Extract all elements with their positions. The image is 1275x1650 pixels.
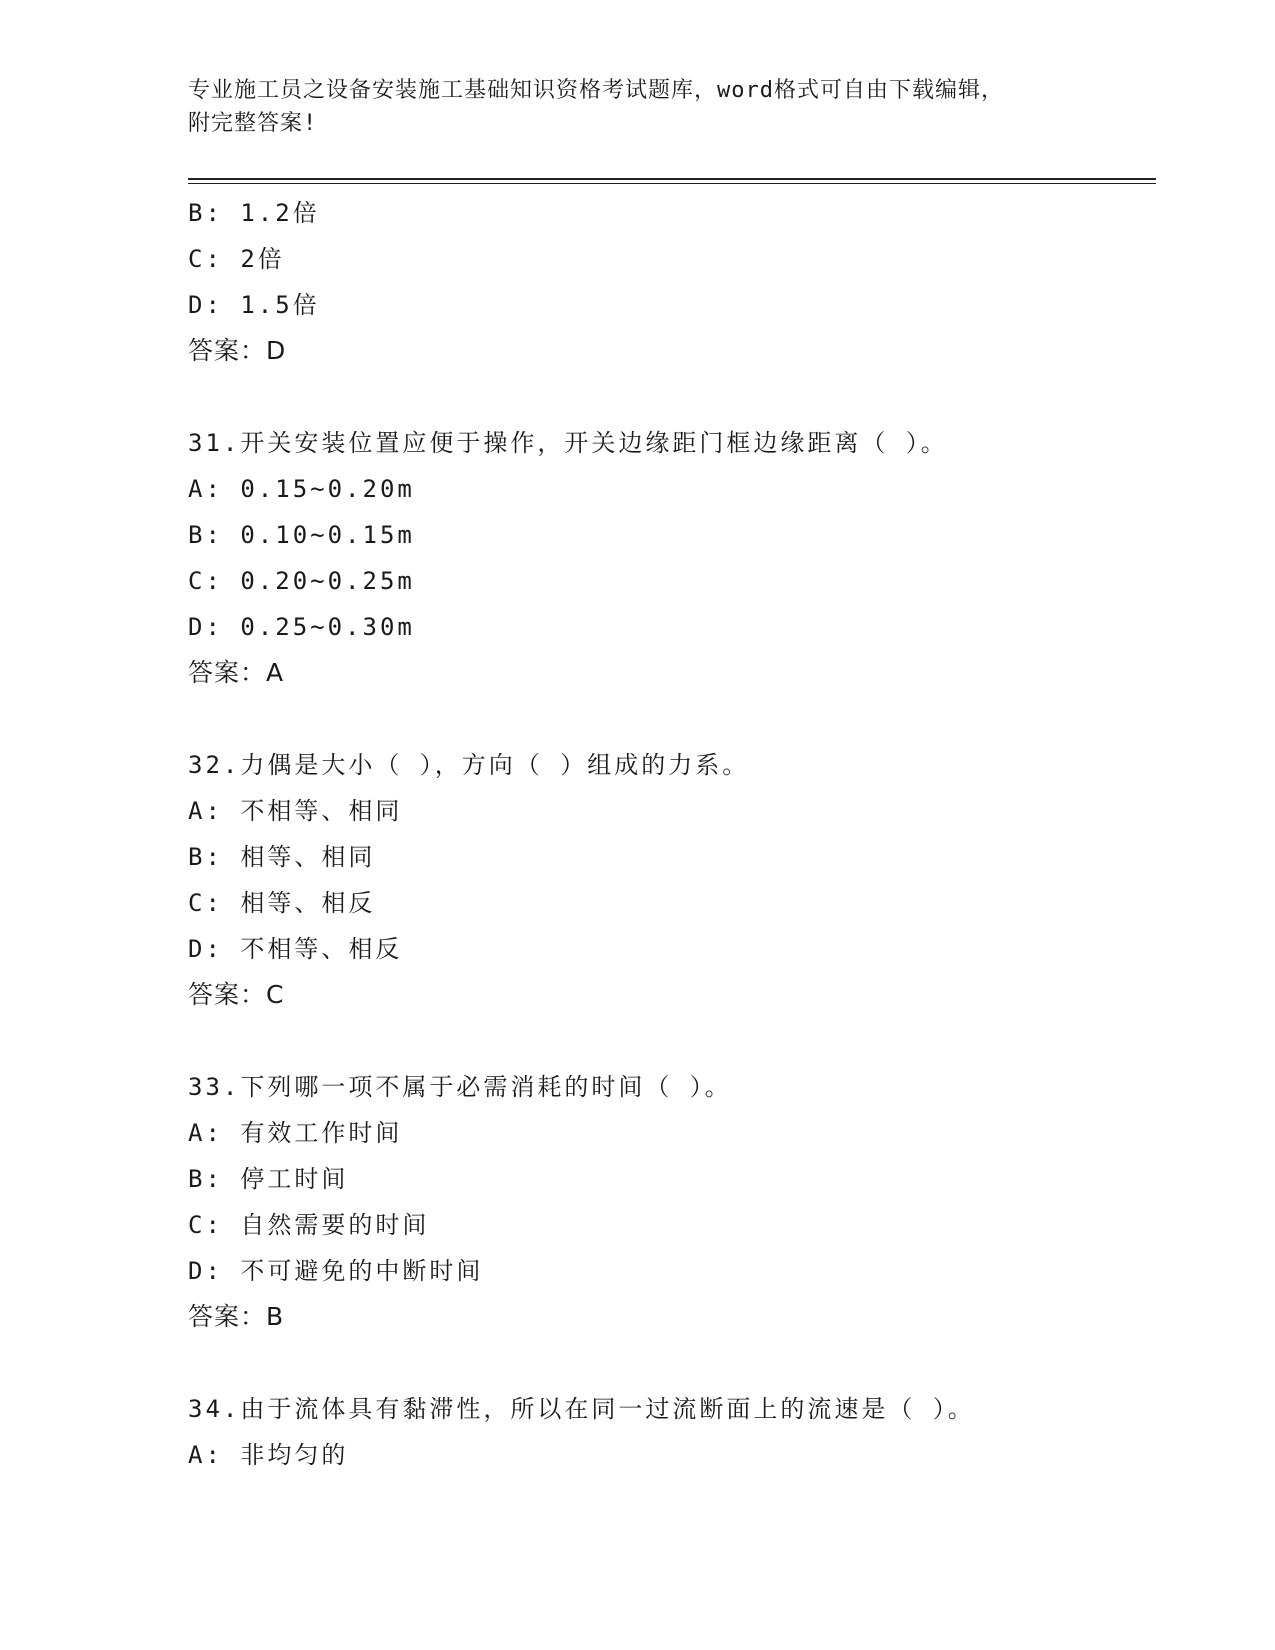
question-block-34 — [188, 1386, 1156, 1478]
option-d: D: 不相等、相反 — [188, 935, 403, 963]
option-c: C: 相等、相反 — [188, 889, 376, 917]
answer-line: 答案：C — [188, 980, 285, 1009]
option-c: C: 0.20~0.25m — [188, 567, 415, 595]
question-block-33 — [188, 1064, 1156, 1340]
option-d: D: 0.25~0.30m — [188, 613, 415, 641]
answer-line: 答案：A — [188, 658, 285, 687]
document-header — [188, 74, 1088, 140]
option-a: A: 不相等、相同 — [188, 797, 403, 825]
option-a: A: 有效工作时间 — [188, 1119, 403, 1147]
question-stem: 31.开关安装位置应便于操作，开关边缘距门框边缘距离（ ）。 — [188, 429, 948, 457]
option-b: B: 0.10~0.15m — [188, 521, 415, 549]
question-block-32 — [188, 742, 1156, 1018]
answer-line: 答案：B — [188, 1302, 285, 1331]
question-list — [188, 190, 1156, 1478]
header-divider-thick — [188, 178, 1156, 180]
option-d: D: 不可避免的中断时间 — [188, 1257, 484, 1285]
question-stem: 33.下列哪一项不属于必需消耗的时间（ ）。 — [188, 1073, 732, 1101]
header-line-1: 专业施工员之设备安装施工基础知识资格考试题库，word格式可自由下载编辑， — [188, 78, 1004, 103]
option-c: C: 2倍 — [188, 245, 285, 273]
option-a: A: 0.15~0.20m — [188, 475, 415, 503]
answer-line: 答案：D — [188, 336, 287, 365]
header-line-2: 附完整答案! — [188, 111, 318, 136]
option-b: B: 停工时间 — [188, 1165, 349, 1193]
question-block-31 — [188, 420, 1156, 696]
option-c: C: 自然需要的时间 — [188, 1211, 430, 1239]
option-b: B: 1.2倍 — [188, 199, 320, 227]
question-stem: 32.力偶是大小（ ），方向（ ）组成的力系。 — [188, 751, 750, 779]
question-block-30 — [188, 190, 1156, 374]
option-a: A: 非均匀的 — [188, 1441, 349, 1469]
option-b: B: 相等、相同 — [188, 843, 376, 871]
header-divider-thin — [188, 183, 1156, 184]
question-stem: 34.由于流体具有黏滞性，所以在同一过流断面上的流速是（ ）。 — [188, 1395, 975, 1423]
option-d: D: 1.5倍 — [188, 291, 320, 319]
